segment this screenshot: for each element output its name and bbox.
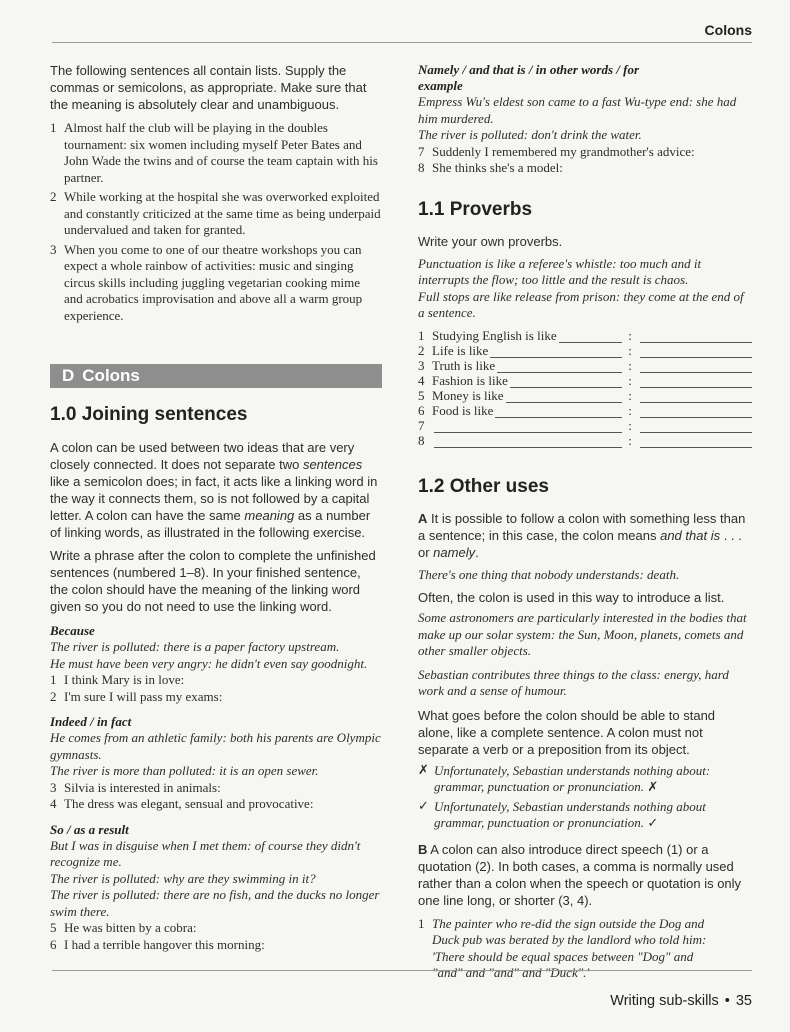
proverb-row: 4 Fashion is like : (418, 375, 752, 390)
answer-blank[interactable] (640, 372, 752, 373)
answer-blank[interactable] (434, 432, 622, 433)
proverb-row: 3 Truth is like : (418, 360, 752, 375)
proverbs-heading: 1.1 Proverbs (418, 198, 533, 220)
proverb-row: 8 : (418, 435, 752, 450)
answer-blank[interactable] (510, 387, 622, 388)
indeed-subheading: Indeed / in fact (50, 714, 132, 729)
other-uses-paragraph-a: A It is possible to follow a colon with something less than a sentence; in this case, the colon means and that is . . . or namely. (418, 510, 746, 560)
left-column (50, 60, 382, 953)
answer-blank[interactable] (640, 342, 752, 343)
example-sentence: Sebastian contributes three things to the class: energy, hard work and a sense of humour. (418, 666, 729, 698)
list-item: 1 The painter who re-did the sign outside the Dog and Duck pub was berated by the landlord who told him: 'There should be equal spaces between "Dog" and "and" and "and" and "Duck".' (418, 915, 707, 980)
example-sentence: The river is polluted: don't drink the water. (418, 127, 642, 142)
example-sentence: Punctuation is like a referee's whistle: too much and it interrupts the flow; too little and the result is chaos. (418, 255, 702, 287)
bullet-separator: • (724, 993, 730, 1009)
indeed-items (50, 780, 382, 813)
answer-blank[interactable] (495, 417, 622, 418)
answer-blank[interactable] (434, 447, 622, 448)
so-subheading: So / as a result (50, 821, 129, 837)
proverbs-instruction: Write your own proverbs. (418, 233, 563, 249)
list-item: 5 He was bitten by a cobra: (50, 920, 197, 935)
quotation-example (418, 916, 752, 982)
example-sentence: The river is more than polluted: it is an open sewer. (50, 763, 319, 778)
page-footer (610, 993, 752, 1009)
proverb-row: 2 Life is like : (418, 345, 752, 360)
list-item: 6 I had a terrible hangover this morning: (50, 936, 265, 952)
answer-blank[interactable] (506, 402, 623, 403)
list-item: 1 I think Mary is in love: (50, 672, 185, 687)
answer-blank[interactable] (640, 417, 752, 418)
answer-blank[interactable] (640, 357, 752, 358)
answer-blank[interactable] (640, 447, 752, 448)
example-sentence: There's one thing that nobody understands: death. (418, 566, 680, 582)
list-item: 3 When you come to one of our theatre workshops you can expect a whole rainbow of activities: music and singing circus skills including juggling vegetarian cooking mime and acrobatics improvisation and above all a warm group experience. (50, 241, 363, 323)
footer-rule (52, 970, 752, 971)
list-item: 1 Almost half the club will be playing in the doubles tournament: six women including myself Peter Bates and John Wade the twins and of course the team captain with his partner. (50, 120, 378, 185)
footer-label: Writing sub-skills (610, 993, 719, 1009)
proverb-list (418, 330, 752, 450)
example-sentence: He must have been very angry: he didn't even say goodnight. (50, 655, 368, 671)
proverb-row: 5 Money is like : (418, 390, 752, 405)
list-item: 8 She thinks she's a model: (418, 160, 563, 175)
example-sentence: But I was in disguise when I met them: of course they didn't recognize me. (50, 837, 361, 869)
answer-blank[interactable] (490, 357, 622, 358)
because-subheading: Because (50, 623, 95, 638)
list-item: 4 The dress was elegant, sensual and provocative: (50, 796, 314, 811)
proverb-row: 7 : (418, 420, 752, 435)
namely-items (418, 144, 752, 177)
wrong-example: ✗ Unfortunately, Sebastian understands nothing about: grammar, punctuation or pronunciation. ✗ (418, 762, 711, 795)
stand-alone-paragraph: What goes before the colon should be able to stand alone, like a complete sentence. A colon must not separate a verb or a preposition from its object. (418, 707, 716, 757)
proverb-row: 1 Studying English is like : (418, 330, 752, 345)
answer-blank[interactable] (640, 402, 752, 403)
check-icon: ✓ (647, 816, 659, 831)
example-sentence: Some astronomers are particularly interested in the bodies that make up our solar system: the Sun, Moon, planets, comets and other smaller objects. (418, 610, 747, 658)
joining-sentences-heading: 1.0 Joining sentences (50, 404, 248, 425)
answer-blank[interactable] (497, 372, 622, 373)
list-exercise (50, 120, 382, 324)
list-item: 3 Silvia is interested in animals: (50, 779, 221, 795)
section-title: Colons (82, 366, 140, 385)
example-sentence: Full stops are like release from prison: they come at the end of a sentence. (418, 288, 744, 320)
right-column (418, 60, 752, 982)
example-sentence: Empress Wu's eldest son came to a fast Wu-type end: she had him murdered. (418, 94, 737, 126)
punctuation-exercise-intro: The following sentences all contain lists. Supply the commas or semicolons, as appropriate. Make sure that the meaning is absolutely clear and unambiguous. (50, 63, 367, 112)
page-number: 35 (735, 993, 752, 1009)
cross-icon: ✗ (647, 780, 659, 795)
other-uses-heading: 1.2 Other uses (418, 475, 549, 497)
joining-paragraph-2: Write a phrase after the colon to complete the unfinished sentences (numbered 1–8). In your finished sentence, the colon should have the meaning of the linking word given so you do not need to use the linking word. (50, 548, 376, 614)
namely-subheading: Namely / and that is / in other words / for example (418, 62, 640, 93)
check-icon: ✓ (418, 798, 429, 814)
other-uses-paragraph-b: B A colon can also introduce direct speech (1) or a quotation (2). In both cases, a comma is normally used rather than a colon when the speech or quotation is only one line long, or shorter (3, 4). (418, 841, 742, 908)
header-rule (52, 42, 752, 43)
cross-icon: ✗ (418, 762, 429, 778)
example-sentence: The river is polluted: there is a paper factory upstream. (50, 639, 340, 654)
so-items (50, 920, 382, 953)
section-letter: D (62, 366, 75, 385)
joining-paragraph-1: A colon can be used between two ideas that are very closely connected. It does not separate two sentences like a semicolon does; in fact, it acts like a linking word in the way it connects them, so is not followed by a capital letter. A colon can have the same meaning as a number of linking words, as illustrated in the following exercise. (50, 440, 378, 540)
proverb-row: 6 Food is like : (418, 405, 752, 420)
answer-blank[interactable] (640, 432, 752, 433)
because-items (50, 672, 382, 705)
right-example: ✓ Unfortunately, Sebastian understands nothing about grammar, punctuation or pronunciation. ✓ (418, 798, 706, 831)
list-item: 2 While working at the hospital she was overworked exploited and constantly criticized at the same time as being underpaid undervalued and taken for granted. (50, 189, 381, 237)
example-sentence: He comes from an athletic family: both his parents are Olympic gymnasts. (50, 730, 381, 762)
list-item: 7 Suddenly I remembered my grandmother's advice: (418, 143, 695, 159)
answer-blank[interactable] (640, 387, 752, 388)
answer-blank[interactable] (559, 342, 622, 343)
section-banner (50, 364, 382, 388)
list-intro-text: Often, the colon is used in this way to introduce a list. (418, 590, 725, 605)
example-sentence: The river is polluted: there are no fish, and the ducks no longer swim there. (50, 887, 380, 919)
example-sentence: The river is polluted: why are they swimming in it? (50, 870, 316, 886)
running-header: Colons (704, 22, 752, 38)
list-item: 2 I'm sure I will pass my exams: (50, 688, 223, 704)
